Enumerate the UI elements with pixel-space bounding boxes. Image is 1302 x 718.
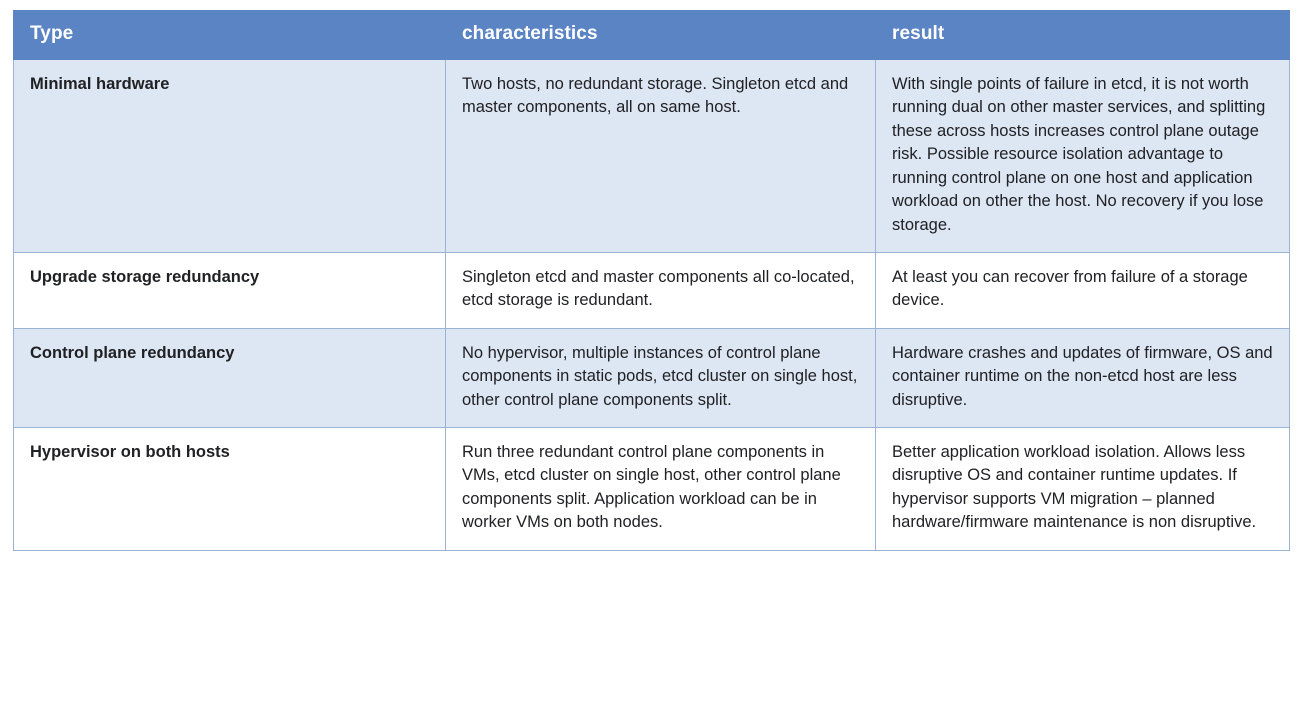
comparison-table-container xyxy=(13,10,1289,551)
table-header xyxy=(14,11,1290,60)
column-header-type: Type xyxy=(14,11,446,60)
cell-result: Hardware crashes and updates of firmware, OS and container runtime on the non-etcd host are less disruptive. xyxy=(876,328,1290,427)
table-row xyxy=(14,252,1290,328)
table-row xyxy=(14,60,1290,253)
cell-characteristics: Singleton etcd and master components all co-located, etcd storage is redundant. xyxy=(446,252,876,328)
column-header-result: result xyxy=(876,11,1290,60)
table-body xyxy=(14,60,1290,551)
column-header-characteristics: characteristics xyxy=(446,11,876,60)
cell-type: Minimal hardware xyxy=(14,60,446,253)
cell-characteristics: No hypervisor, multiple instances of control plane components in static pods, etcd cluster on single host, other control plane components split. xyxy=(446,328,876,427)
cell-result: At least you can recover from failure of a storage device. xyxy=(876,252,1290,328)
table-row xyxy=(14,328,1290,427)
deployment-options-table xyxy=(13,10,1290,551)
cell-characteristics: Two hosts, no redundant storage. Singleton etcd and master components, all on same host. xyxy=(446,60,876,253)
cell-characteristics: Run three redundant control plane components in VMs, etcd cluster on single host, other control plane components split. Application workload can be in worker VMs on both nodes. xyxy=(446,428,876,551)
cell-result: With single points of failure in etcd, it is not worth running dual on other master services, and splitting these across hosts increases control plane outage risk. Possible resource isolation advantage to running control plane on one host and application workload on other the host. No recovery if you lose storage. xyxy=(876,60,1290,253)
table-header-row xyxy=(14,11,1290,60)
cell-type: Hypervisor on both hosts xyxy=(14,428,446,551)
cell-type: Upgrade storage redundancy xyxy=(14,252,446,328)
cell-type: Control plane redundancy xyxy=(14,328,446,427)
table-row xyxy=(14,428,1290,551)
cell-result: Better application workload isolation. Allows less disruptive OS and container runtime updates. If hypervisor supports VM migration – planned hardware/firmware maintenance is non disruptive. xyxy=(876,428,1290,551)
